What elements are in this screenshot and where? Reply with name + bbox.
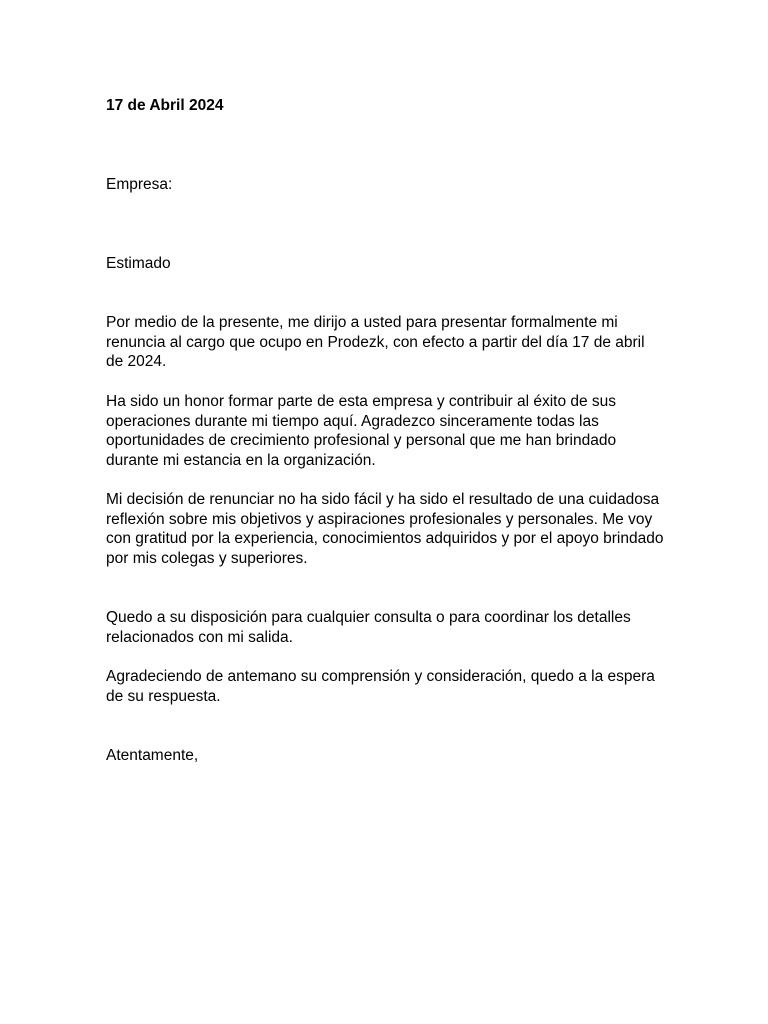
letter-date: 17 de Abril 2024 (106, 97, 224, 114)
greeting: Estimado (106, 255, 171, 272)
paragraph-gratitude: Ha sido un honor formar parte de esta empresa y contribuir al éxito de sus operaciones durante mi tiempo aquí. Agradezco sinceramente todas las oportunidades de crecimiento profesional y personal que me han brindado durante mi estancia en la organización. (106, 393, 617, 469)
closing: Atentamente, (106, 747, 199, 764)
company-label: Empresa: (106, 176, 173, 193)
paragraph-thanks: Agradeciendo de antemano su comprensión y consideración, quedo a la espera de su respuesta. (106, 668, 655, 705)
paragraph-decision: Mi decisión de renunciar no ha sido fácil y ha sido el resultado de una cuidadosa reflexión sobre mis objetivos y aspiraciones profesionales y personales. Me voy con gratitud por la experiencia, conocimientos adquiridos y por el apoyo brindado por mis colegas y superiores. (106, 491, 664, 567)
paragraph-availability: Quedo a su disposición para cualquier consulta o para coordinar los detalles relacionados con mi salida. (106, 609, 631, 646)
paragraph-resignation: Por medio de la presente, me dirijo a usted para presentar formalmente mi renuncia al cargo que ocupo en Prodezk, con efecto a partir del día 17 de abril de 2024. (106, 314, 645, 371)
